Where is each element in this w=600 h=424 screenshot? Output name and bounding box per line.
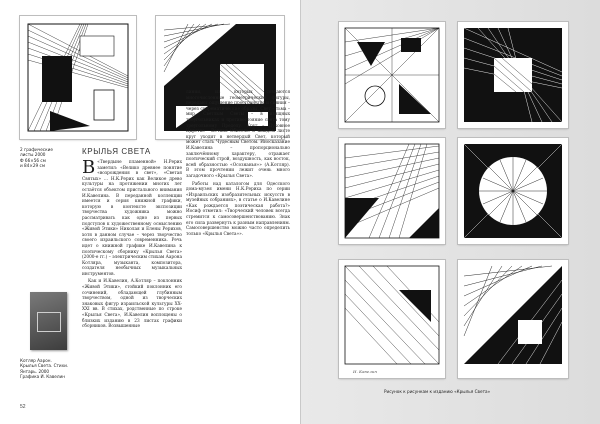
artwork-r1c1: [339, 22, 445, 128]
artwork-r3c1: [339, 260, 445, 378]
artwork-caption: 2 графические листы 2000 Ф 66×56 см и 84×29 см: [20, 147, 53, 169]
right-page: [300, 0, 600, 424]
page-number: 52: [20, 404, 26, 410]
paragraph: «Твердыне пламенной» Н.Рерих заметил: «Велико древнее понятие «возрождения в свет», «Светая Святых» ... Н.К.Рерих как Великое древо культуры на протяжении многих лет остаётся объектом пристального внимания И.Кавелина. В переданной коллекции имеется и серия книжной графики, которую в контексте экспозиции творчества художника можно рассматривать как одно из первых подступов к художественному осмыслению «Живой Этики» Николая и Елены Рерихов, хотя в данном случае – через творчество своего израильского современника. Речь идет о книжной графике И.Кавелина к поэтическому сборнику «Крылья Света» (2000-е гг.) – электрическим стихам Аарона Котляра, музыканта, композитора, создателя необычных музыкальных инструментов.: [82, 160, 182, 277]
artwork-r1c2: [458, 22, 568, 128]
artwork-top-left: [20, 16, 136, 139]
section-title: КРЫЛЬЯ СВЕТА: [82, 147, 151, 156]
drop-cap: В: [82, 157, 96, 178]
cover-emblem: [37, 312, 61, 332]
text-column-b: [186, 90, 290, 239]
artwork-r2c2: [458, 138, 568, 244]
svg-text:И. Кавелин: И. Кавелин: [353, 369, 377, 374]
paragraph: Работы над каталогом для Одесского дома-музея имени Н.К.Рериха по серии «Израильских изобразительных искусств в музейных собраниях», в статье о И.Кавелине «Как рождается поэтическая работа?» Иосиф отметил: «Творческий человек всегда стремится к самосовершенствованию. Знак его сила развернуть к разным направлениям. Самосовершенство можно часто определить только «Крылья Света»».: [186, 181, 290, 237]
paragraph: Как и И.Кавелин, А.Котляр – поклонник «Живой Этики», стойкий поклонник его сочинений, обладающей глубинным творчеством, одной из творческих знаковых фигур израильской культуры XX-XXI вв. В стихах, родственные по строке «Крылья Света», И.Кавелин воплощены о близких изданию в 23 листах графики сборников. Возвышенные: [82, 279, 182, 330]
artwork-r2c1: [339, 138, 445, 244]
plates-caption: Рисунок к рисункам к изданию «Крылья Света»: [384, 389, 491, 394]
text-column-a: [82, 157, 182, 332]
artwork-r3c2: [458, 260, 568, 378]
book-cover-image: [30, 292, 67, 350]
paragraph: линии, из которых создаются многочисленные геометрические фигуры, передают ощущение пространства и сияния – через супрематические образы. Свет – тьма – мир. Светлым Светы – в изящных треугольниках и противостояние света тому треугольному Пределу. Круг – Духовное Царство – Вечная Обитель. В каждом листе круг уходит в нетвердый Свет, который может стать Чудесным Светом. Иносказание И.Кавелина – пропорционально заключённому характеру, отражает поэтический строй, воздушность, как восток, всей образностью «Осознанья»» (А.Котляр). В этом прочтении лежит очень много загадочного «Крылья Света».: [186, 90, 290, 179]
book-caption: Котляр Аарон. Крылья Света. Стихи. Янтарь. 2000 Графика И. Кавелин: [20, 358, 69, 380]
